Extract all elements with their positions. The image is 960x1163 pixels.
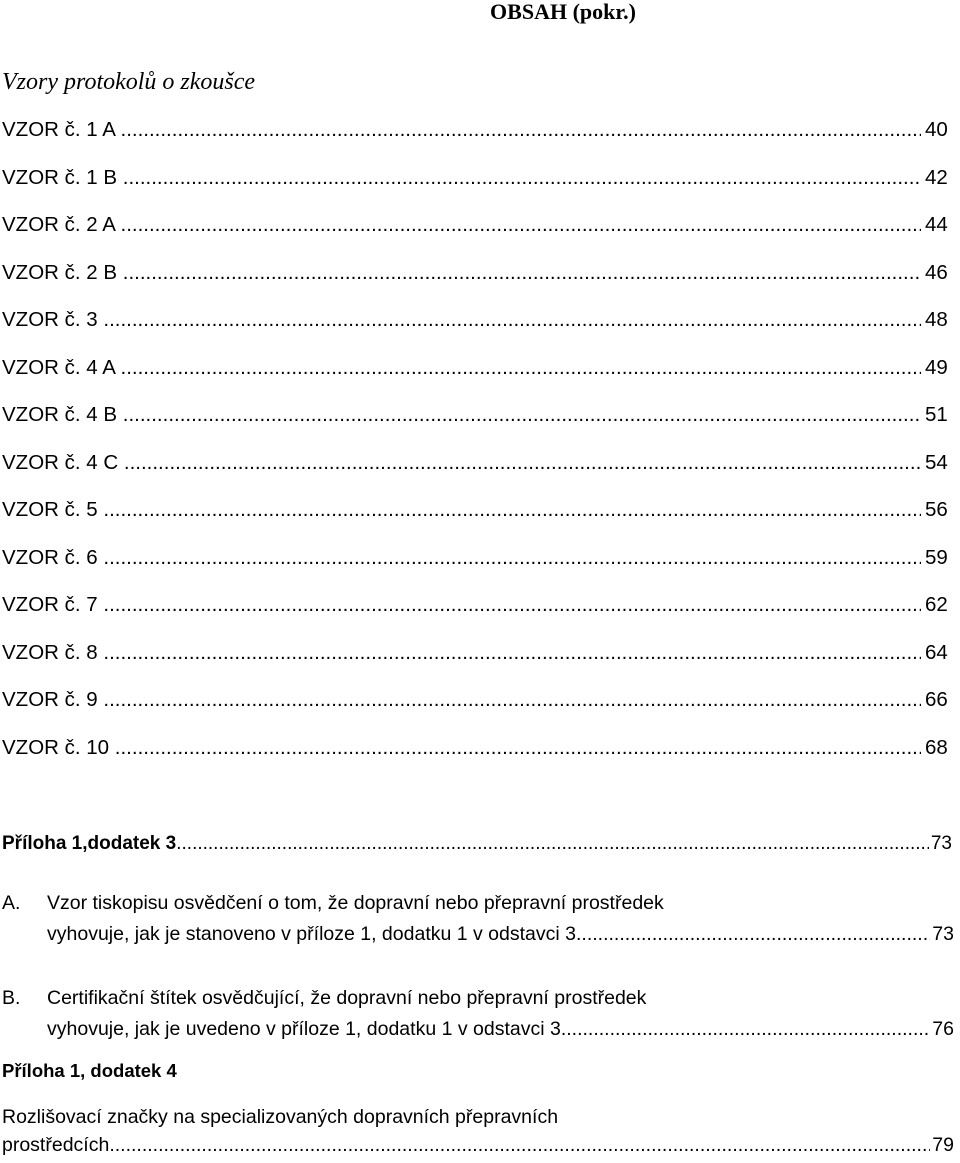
toc-entry[interactable] (0, 352, 960, 400)
toc-entry[interactable] (0, 542, 960, 590)
toc-entry[interactable] (0, 494, 960, 542)
toc-entry-page: 40 (922, 114, 948, 146)
item-page: 73 (930, 919, 954, 950)
item-page: 76 (930, 1014, 954, 1045)
toc-entry-page: 62 (922, 589, 948, 621)
toc-entry[interactable] (0, 684, 960, 732)
toc-entry[interactable] (0, 637, 960, 685)
toc-entry-label: VZOR č. 7 ..... (2, 589, 921, 621)
toc-entry-label: VZOR č. 6 ..... (2, 542, 921, 574)
toc-entry[interactable] (0, 304, 960, 352)
toc-entry-page: 44 (922, 209, 948, 241)
toc-entry[interactable] (0, 162, 960, 210)
toc-entry-label: VZOR č. 9 ..... (2, 684, 921, 716)
toc-entry-page: 56 (922, 494, 948, 526)
toc-list (0, 114, 960, 779)
toc-entry[interactable] (0, 589, 960, 637)
toc-entry-label: VZOR č. 5 ..... (2, 494, 921, 526)
item-text-line1: Vzor tiskopisu osvědčení o tom, že dopravní nebo přepravní prostředek (47, 892, 664, 914)
toc-item-rozlisovaci[interactable] (2, 1103, 954, 1156)
toc-entry-page: 66 (922, 684, 948, 716)
toc-entry-page: 48 (922, 304, 948, 336)
item-marker: B. (2, 987, 21, 1009)
toc-entry-page: 49 (922, 352, 948, 384)
item-page: 79 (930, 1131, 954, 1159)
toc-entry-label: VZOR č. 8 ..... (2, 637, 921, 669)
item-text-line1: Rozlišovací značky na specializovaných dopravních přepravních (2, 1106, 559, 1128)
toc-entry[interactable] (0, 257, 960, 305)
toc-entry-label: VZOR č. 3 ..... (2, 304, 921, 336)
toc-entry[interactable] (0, 114, 960, 162)
appendix-heading-dodatek-4: Příloha 1, dodatek 4 (2, 1060, 177, 1081)
toc-entry-page: 59 (922, 542, 948, 574)
appendix-heading-dodatek-3[interactable] (2, 830, 952, 858)
toc-entry-label: VZOR č. 1 A ..... (2, 114, 921, 146)
toc-entry-page: 54 (922, 447, 948, 479)
toc-entry[interactable] (0, 209, 960, 257)
page-title: OBSAH (pokr.) (490, 0, 636, 24)
item-text-line2: vyhovuje, jak je uvedeno v příloze 1, dodatku 1 v odstavci 3 (47, 1018, 561, 1040)
section-subheading: Vzory protokolů o zkoušce (2, 69, 256, 95)
toc-entry-label: VZOR č. 4 C ..... (2, 447, 921, 479)
toc-entry-label: VZOR č. 10 ..... (2, 732, 921, 764)
toc-entry[interactable] (0, 447, 960, 495)
item-text-line2: vyhovuje, jak je stanoveno v příloze 1, dodatku 1 v odstavci 3 (47, 923, 576, 945)
appendix-heading-page: 73 (929, 830, 952, 858)
toc-entry-page: 42 (922, 162, 948, 194)
toc-entry-label: VZOR č. 2 A ..... (2, 209, 921, 241)
toc-entry-label: VZOR č. 2 B ..... (2, 257, 921, 289)
toc-entry-label: VZOR č. 1 B ..... (2, 162, 921, 194)
toc-entry-page: 64 (922, 637, 948, 669)
appendix-heading-label: Příloha 1,dodatek 3 (2, 833, 177, 854)
toc-entry-label: VZOR č. 4 A ..... (2, 352, 921, 384)
toc-entry-page: 46 (922, 257, 948, 289)
item-marker: A. (2, 892, 21, 914)
toc-entry[interactable] (0, 399, 960, 447)
item-text-line2: prostředcích (2, 1134, 110, 1156)
item-text-line1: Certifikační štítek osvědčující, že dopravní nebo přepravní prostředek (47, 987, 647, 1009)
toc-entry-label: VZOR č. 4 B ..... (2, 399, 921, 431)
toc-entry-page: 51 (922, 399, 948, 431)
toc-entry-page: 68 (922, 732, 948, 764)
toc-entry[interactable] (0, 732, 960, 780)
